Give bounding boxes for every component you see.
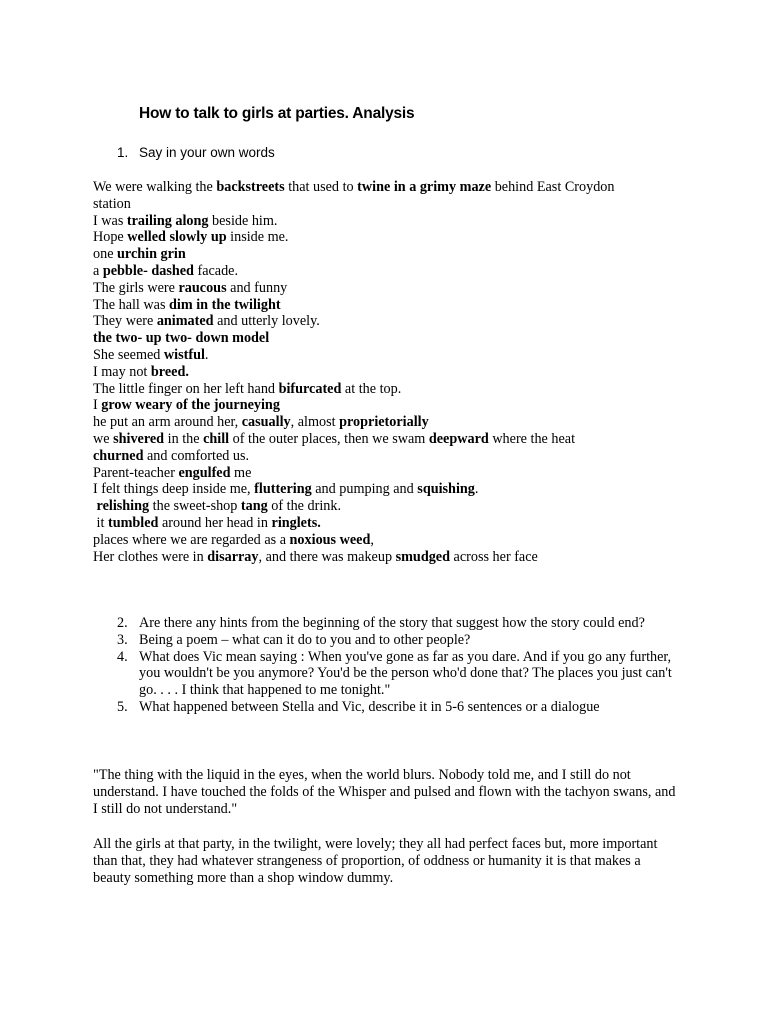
vocab-line [93,481,693,498]
quote-paragraph-1: "The thing with the liquid in the eyes, when the world blurs. Nobody told me, and I still do not understand. I have touched the folds of the Whisper and pulsed and flown with the tachyon swans, and I still do not understand." [93,767,676,817]
vocab-text: and comforted us. [143,447,250,464]
vocab-term: relishing [96,498,150,515]
vocab-line [93,381,693,398]
question-text: What happened between Stella and Vic, describe it in 5-6 sentences or a dialogue [139,698,600,715]
vocab-term: raucous [178,279,227,296]
vocab-term: engulfed [178,464,231,481]
vocab-text: The girls were [93,279,179,296]
question-number: 5. [117,698,128,715]
vocab-line [93,229,693,246]
vocab-text: Hope [93,229,128,246]
vocab-text: at the top. [341,380,402,397]
vocab-line [93,448,693,465]
vocab-text: facade. [193,262,239,279]
vocab-text: inside me. [226,229,289,246]
quote-paragraph-2: All the girls at that party, in the twilight, were lovely; they all had perfect faces but, more important than that, they had whatever strangeness of proportion, of oddness or humanity it is that makes a beauty something more than a shop window dummy. [93,836,658,886]
vocab-line [93,246,693,263]
vocab-term: wistful [163,346,205,363]
vocab-text: . [204,346,209,363]
page-title: How to talk to girls at parties. Analysis [139,105,415,122]
question-text: Say in your own words [139,145,275,160]
vocab-text: and utterly lovely. [213,313,320,330]
vocab-term: casually [241,414,291,431]
vocab-line [93,431,693,448]
vocab-text: where the heat [488,430,576,447]
vocab-text: I [93,397,102,414]
vocab-term: welled slowly up [127,229,227,246]
question-number: 1. [117,145,129,160]
vocab-text: one [93,246,118,263]
vocab-text: that used to [284,179,358,195]
question-number: 3. [117,631,128,648]
vocab-line [93,179,693,196]
vocab-line [93,196,693,213]
vocab-text: Her clothes were in [93,548,208,565]
vocab-line [93,364,693,381]
question-text: Are there any hints from the beginning of the story that suggest how the story could end? [139,615,645,631]
vocabulary-list [93,179,693,565]
vocab-line [93,213,693,230]
vocab-text: I was [93,212,127,229]
vocab-text: around her head in [158,514,272,531]
vocab-text: station [93,195,131,212]
vocab-line [93,297,693,314]
vocab-text: and funny [226,279,288,296]
vocab-line [93,532,693,549]
question-number: 2. [117,615,128,631]
vocab-text: We were walking the [93,179,217,195]
vocab-term: chill [203,430,230,447]
vocab-line [93,549,693,566]
vocab-term: noxious weed [289,531,371,548]
vocab-text: me [230,464,252,481]
vocab-term: backstreets [216,179,285,195]
vocab-line [93,397,693,414]
vocab-text: The hall was [93,296,170,313]
vocab-term: urchin grin [117,246,186,263]
vocab-term: pebble- dashed [102,262,194,279]
vocab-line [93,465,693,482]
question-item [117,699,677,716]
vocab-term: breed. [150,363,189,380]
vocab-term: churned [93,447,144,464]
vocab-line [93,347,693,364]
vocab-text: we [93,430,114,447]
vocab-text: . [474,481,479,498]
vocab-term: proprietorially [339,414,429,431]
vocab-line [93,515,693,532]
vocab-term: tumbled [107,514,159,531]
vocab-term: twine in a grimy maze [357,179,492,195]
vocab-text: in the [164,430,204,447]
vocab-line [93,330,693,347]
vocab-text: behind East Croydon [491,179,615,195]
question-item [117,632,677,649]
vocab-term: bifurcated [278,380,342,397]
vocab-term: animated [156,313,214,330]
vocab-text: I felt things deep inside me, [93,481,255,498]
vocab-term: deepward [428,430,489,447]
vocab-text: of the outer places, then we swam [229,430,429,447]
vocab-term: disarray [207,548,259,565]
question-item [117,649,677,699]
vocab-term: ringlets. [271,514,321,531]
vocab-text: The little finger on her left hand [93,380,279,397]
vocab-text: beside him. [208,212,278,229]
vocab-text: a [93,262,103,279]
vocab-text: They were [93,313,157,330]
vocab-term: trailing along [126,212,209,229]
vocab-text: She seemed [93,346,164,363]
vocab-text: , almost [290,414,340,431]
vocab-term: fluttering [254,481,312,498]
vocab-term: the two- up two- down model [93,330,270,347]
vocab-text: he put an arm around her, [93,414,242,431]
vocab-term: shivered [113,430,165,447]
vocab-term: grow weary of the journeying [101,397,280,414]
question-1 [117,145,275,160]
vocab-line [93,414,693,431]
vocab-term: tang [240,498,268,515]
question-text: Being a poem – what can it do to you and to other people? [139,631,471,648]
question-list [117,615,677,716]
vocab-term: squishing [417,481,475,498]
vocab-text: the sweet-shop [149,498,241,515]
vocab-term: dim in the twilight [169,296,281,313]
vocab-line [93,498,693,515]
vocab-text: places where we are regarded as a [93,531,290,548]
question-text: What does Vic mean saying : When you've gone as far as you dare. And if you go any further, you wouldn't be you anymore? You'd be the person who'd done that? The places you just can't go. . . . I think that happened to me tonight." [139,648,672,699]
vocab-text: , and there was makeup [258,548,396,565]
vocab-text: across her face [450,548,538,565]
vocab-text: it [93,514,108,531]
vocab-text: and pumping and [311,481,418,498]
vocab-text: of the drink. [267,498,342,515]
vocab-text: I may not [93,363,151,380]
question-number: 4. [117,648,128,665]
question-item [117,615,677,632]
vocab-text: Parent-teacher [93,464,179,481]
vocab-line [93,280,693,297]
vocab-text: , [370,531,374,548]
vocab-term: smudged [395,548,450,565]
vocab-line [93,313,693,330]
vocab-line [93,263,693,280]
